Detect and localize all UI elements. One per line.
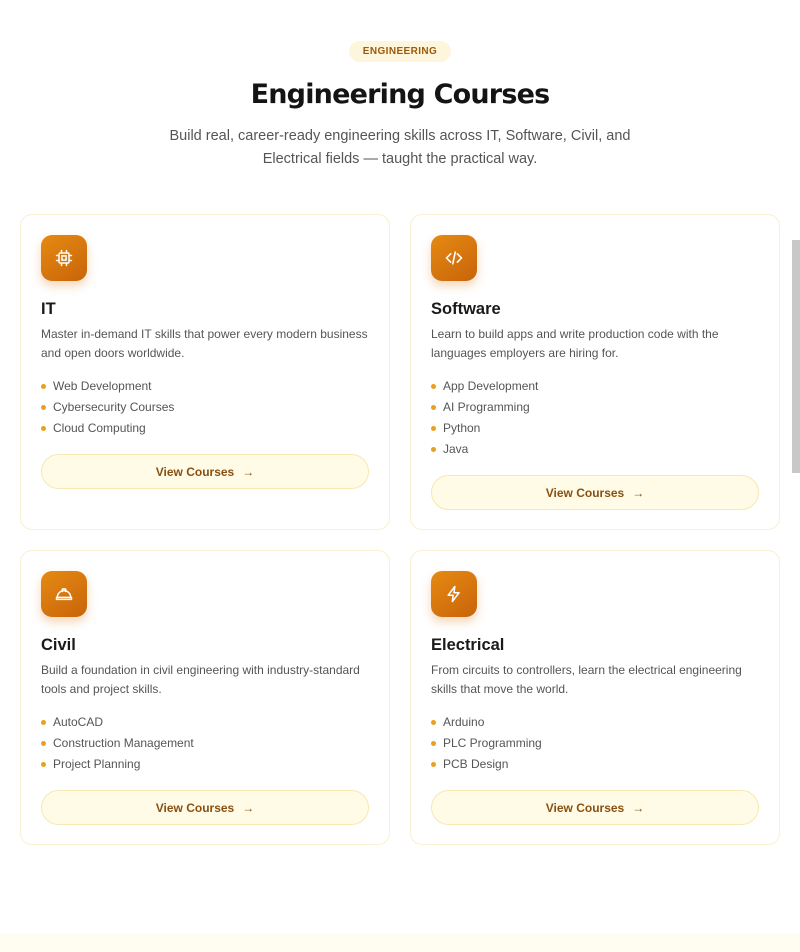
list-item-label: Web Development bbox=[53, 379, 152, 393]
bullet-dot bbox=[431, 762, 436, 767]
button-label: View Courses bbox=[545, 485, 625, 500]
view-courses-button[interactable] bbox=[431, 475, 759, 510]
arrow-right-icon: → bbox=[242, 800, 255, 815]
list-item-label: AutoCAD bbox=[53, 715, 104, 729]
button-label: View Courses bbox=[155, 464, 235, 479]
card-description: Build a foundation in civil engineering with industry-standard tools and project skills. bbox=[41, 663, 360, 696]
card-topic-list bbox=[41, 712, 369, 775]
button-label: View Courses bbox=[545, 800, 625, 815]
list-item-label: Java bbox=[443, 442, 469, 456]
list-item bbox=[41, 754, 369, 775]
list-item-label: Arduino bbox=[443, 715, 485, 729]
section-header bbox=[0, 0, 800, 171]
next-section-edge bbox=[0, 934, 800, 952]
arrow-right-icon: → bbox=[632, 485, 645, 500]
hard-hat-icon bbox=[41, 571, 87, 617]
lightning-icon bbox=[431, 571, 477, 617]
scrollbar-thumb[interactable] bbox=[792, 240, 800, 473]
list-item bbox=[431, 376, 759, 397]
bullet-dot bbox=[431, 405, 436, 410]
course-card-it bbox=[20, 214, 390, 530]
card-topic-list bbox=[41, 376, 369, 439]
list-item-label: PCB Design bbox=[443, 757, 509, 771]
bullet-dot bbox=[41, 720, 46, 725]
bullet-dot bbox=[431, 741, 436, 746]
list-item bbox=[431, 418, 759, 439]
view-courses-button[interactable] bbox=[41, 790, 369, 825]
card-topic-list bbox=[431, 376, 759, 460]
card-description: Learn to build apps and write production code with the languages employers are hiring for. bbox=[431, 327, 719, 360]
list-item-label: Python bbox=[443, 421, 481, 435]
list-item bbox=[41, 733, 369, 754]
card-topic-list bbox=[431, 712, 759, 775]
bullet-dot bbox=[41, 384, 46, 389]
cpu-chip-icon bbox=[41, 235, 87, 281]
list-item-label: AI Programming bbox=[443, 400, 530, 414]
page-subtitle: Build real, career-ready engineering skills across IT, Software, Civil, and Electrical fields — taught the practical way. bbox=[169, 128, 631, 167]
course-card-software bbox=[410, 214, 780, 530]
bullet-dot bbox=[41, 405, 46, 410]
card-description: Master in-demand IT skills that power every modern business and open doors worldwide. bbox=[41, 327, 368, 360]
list-item bbox=[41, 397, 369, 418]
list-item bbox=[431, 712, 759, 733]
course-card-electrical bbox=[410, 550, 780, 845]
arrow-right-icon: → bbox=[242, 464, 255, 479]
list-item-label: Project Planning bbox=[53, 757, 141, 771]
list-item bbox=[431, 439, 759, 460]
bullet-dot bbox=[431, 426, 436, 431]
bullet-dot bbox=[41, 741, 46, 746]
list-item bbox=[431, 754, 759, 775]
arrow-right-icon: → bbox=[632, 800, 645, 815]
list-item bbox=[431, 733, 759, 754]
list-item-label: Construction Management bbox=[53, 736, 194, 750]
list-item-label: PLC Programming bbox=[443, 736, 542, 750]
button-label: View Courses bbox=[155, 800, 235, 815]
card-description: From circuits to controllers, learn the electrical engineering skills that move the world. bbox=[431, 663, 742, 696]
view-courses-button[interactable] bbox=[41, 454, 369, 489]
list-item bbox=[41, 376, 369, 397]
list-item bbox=[41, 712, 369, 733]
page-title: Engineering Courses bbox=[250, 79, 550, 110]
list-item-label: Cybersecurity Courses bbox=[53, 400, 175, 414]
course-card-civil bbox=[20, 550, 390, 845]
bullet-dot bbox=[431, 447, 436, 452]
list-item bbox=[431, 397, 759, 418]
section-badge: ENGINEERING bbox=[349, 41, 451, 62]
bullet-dot bbox=[41, 762, 46, 767]
list-item-label: App Development bbox=[443, 379, 539, 393]
card-title: Civil bbox=[41, 636, 76, 654]
bullet-dot bbox=[41, 426, 46, 431]
view-courses-button[interactable] bbox=[431, 790, 759, 825]
code-icon bbox=[431, 235, 477, 281]
bullet-dot bbox=[431, 720, 436, 725]
bullet-dot bbox=[431, 384, 436, 389]
list-item bbox=[41, 418, 369, 439]
card-title: Electrical bbox=[431, 636, 505, 654]
list-item-label: Cloud Computing bbox=[53, 421, 146, 435]
card-title: IT bbox=[41, 300, 56, 318]
card-title: Software bbox=[431, 300, 501, 318]
